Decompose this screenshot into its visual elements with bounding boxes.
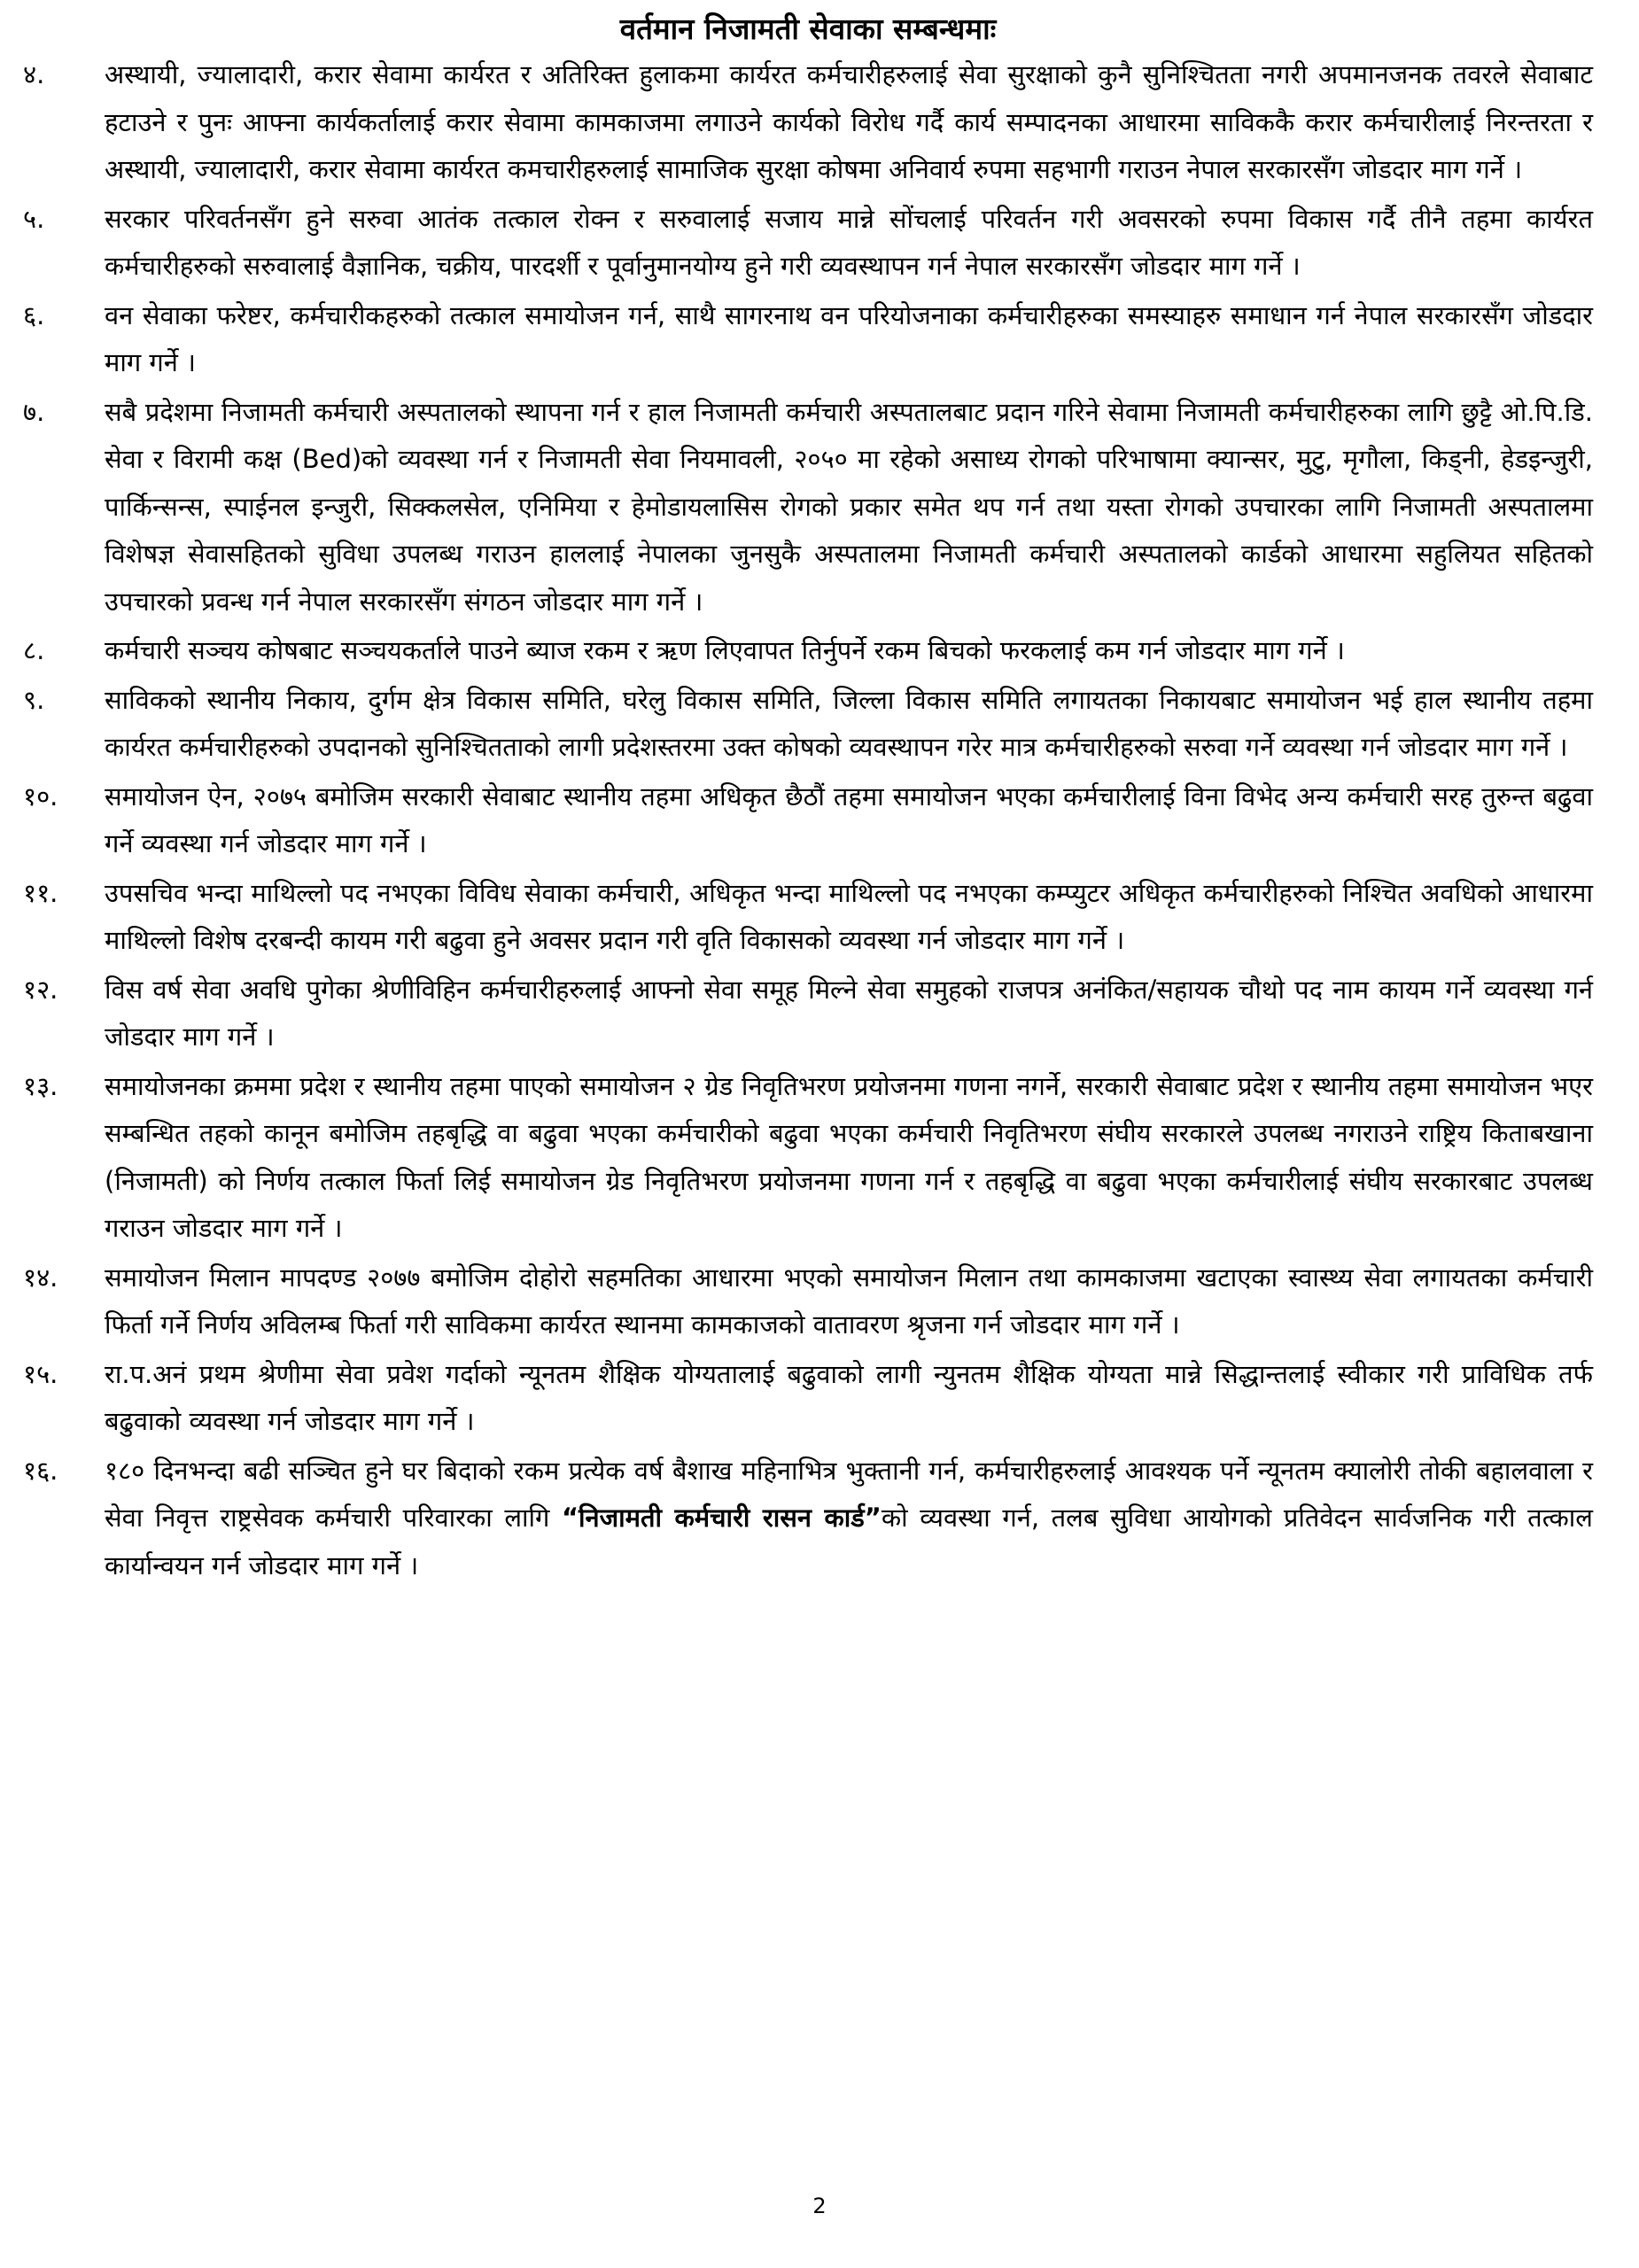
section-heading: वर्तमान निजामती सेवाका सम्बन्धमाः (619, 12, 997, 46)
item-number: १५. (23, 1358, 58, 1389)
list-item (23, 870, 1593, 965)
demand-list (23, 51, 1593, 1589)
item-number: १२. (23, 974, 58, 1005)
list-item (23, 1351, 1593, 1446)
item-number: १०. (23, 781, 58, 812)
item-text: विस वर्ष सेवा अवधि पुगेका श्रेणीविहिन कर्मचारीहरुलाई आफ्नो सेवा समूह मिल्ने सेवा समुहको राजपत्र अनंकित/सहायक चौथो पद नाम कायम गर्ने व्यवस्था गर्न जोडदार माग गर्ने । (105, 974, 1593, 1052)
item-number: १३. (23, 1070, 58, 1101)
item-number: ४. (23, 59, 45, 89)
item-text: वन सेवाका फरेष्टर, कर्मचारीकहरुको तत्काल समायोजन गर्न, साथै सागरनाथ वन परियोजनाका कर्मचारीहरुका समस्याहरु समाधान गर्न नेपाल सरकारसँग जोडदार माग गर्ने । (105, 299, 1593, 377)
list-item (23, 967, 1593, 1061)
item-text: साविकको स्थानीय निकाय, दुर्गम क्षेत्र विकास समिति, घरेलु विकास समिति, जिल्ला विकास समिति लगायतका निकायबाट समायोजन भई हाल स्थानीय तहमा कार्यरत कर्मचारीहरुको उपदानको सुनिश्चितताको लागी प्रदेशस्तरमा उक्त कोषको व्यवस्थापन गरेर मात्र कर्मचारीहरुको सरुवा गर्ने व्यवस्था गर्न जोडदार माग गर्ने । (105, 684, 1593, 762)
list-item (23, 51, 1593, 194)
item-text: अस्थायी, ज्यालादारी, करार सेवामा कार्यरत र अतिरिक्त हुलाकमा कार्यरत कर्मचारीहरुलाई सेवा सुरक्षाको कुनै सुनिश्चितता नगरी अपमानजनक तवरले सेवाबाट हटाउने र पुनः आफ्ना कार्यकर्तालाई करार सेवामा कामकाजमा लगाउने कार्यको विरोध गर्दै कार्य सम्पादनका आधारमा साविककै करार कर्मचारीलाई निरन्तरता र अस्थायी, ज्यालादारी, करार सेवामा कार्यरत कमचारीहरुलाई सामाजिक सुरक्षा कोषमा अनिवार्य रुपमा सहभागी गराउन नेपाल सरकारसँग जोडदार माग गर्ने । (105, 59, 1593, 184)
item-text (105, 1448, 1593, 1590)
item-number: ५. (23, 203, 45, 234)
item-number: १४. (23, 1262, 58, 1293)
list-item (23, 677, 1593, 772)
item-text-start: १८० दिनभन्दा बढी सञ्चित हुने घर बिदाको रकम प्रत्येक वर्ष बैशाख महिनाभित्र भुक्तानी गर्न, कर्मचारीहरुलाई आवश्यक पर्ने न्यूनतम क्यालोरी तोकी बहालवाला र सेवा निवृत्त राष्ट्रसेवक कर्मचारी परिवारका लागि (105, 1455, 1593, 1533)
item-number: १६. (23, 1455, 58, 1486)
item-number: ६. (23, 299, 45, 330)
list-item (23, 1063, 1593, 1253)
list-item (23, 627, 1593, 675)
item-text: सबै प्रदेशमा निजामती कर्मचारी अस्पतालको स्थापना गर्न र हाल निजामती कर्मचारी अस्पतालबाट प्रदान गरिने सेवामा निजामती कर्मचारीहरुका लागि छुट्टै ओ.पि.डि. सेवा र विरामी कक्ष (Bed)को व्यवस्था गर्न र निजामती सेवा नियमावली, २०५० मा रहेको असाध्य रोगको परिभाषामा क्यान्सर, मुटु, मृगौला, किड्नी, हेडइन्जुरी, पार्किन्सन्स, स्पाईनल इन्जुरी, सिक्कलसेल, एनिमिया र हेमोडायलासिस रोगको प्रकार समेत थप गर्न तथा यस्ता रोगको उपचारका लागि निजामती अस्पतालमा विशेषज्ञ सेवासहितको सुविधा उपलब्ध गराउन हाललाई नेपालका जुनसुकै अस्पतालमा निजामती कर्मचारी अस्पतालको कार्डको आधारमा सहुलियत सहितको उपचारको प्रवन्ध गर्न नेपाल सरकारसँग संगठन जोडदार माग गर्ने । (105, 396, 1593, 617)
item-text-end: को व्यवस्था गर्न, तलब सुविधा आयोगको प्रतिवेदन सार्वजनिक गरी तत्काल कार्यान्वयन गर्न जोडदार माग गर्ने । (105, 1503, 1593, 1581)
list-item (23, 1254, 1593, 1349)
item-number: ८. (23, 635, 45, 665)
list-item (23, 1448, 1593, 1590)
item-text: सरकार परिवर्तनसँग हुने सरुवा आतंक तत्काल रोक्न र सरुवालाई सजाय मान्ने सोंचलाई परिवर्तन गरी अवसरको रुपमा विकास गर्दै तीनै तहमा कार्यरत कर्मचारीहरुको सरुवालाई वैज्ञानिक, चक्रीय, पारदर्शी र पूर्वानुमानयोग्य हुने गरी व्यवस्थापन गर्न नेपाल सरकारसँग जोडदार माग गर्ने । (105, 203, 1593, 281)
ration-card-bold-text: “निजामती कर्मचारी रासन कार्ड” (561, 1503, 882, 1533)
list-item (23, 292, 1593, 387)
list-item (23, 389, 1593, 626)
item-number: ९. (23, 684, 45, 715)
item-number: ११. (23, 877, 58, 908)
item-number: ७. (23, 396, 45, 427)
item-text: उपसचिव भन्दा माथिल्लो पद नभएका विविध सेवाका कर्मचारी, अधिकृत भन्दा माथिल्लो पद नभएका कम्प्युटर अधिकृत कर्मचारीहरुको निश्चित अवधिको आधारमा माथिल्लो विशेष दरबन्दी कायम गरी बढुवा हुने अवसर प्रदान गरी वृति विकासको व्यवस्था गर्न जोडदार माग गर्ने । (105, 877, 1593, 955)
list-item (23, 773, 1593, 868)
page-number: 2 (812, 2194, 827, 2218)
item-text: समायोजनका क्रममा प्रदेश र स्थानीय तहमा पाएको समायोजन २ ग्रेड निवृतिभरण प्रयोजनमा गणना नगर्ने, सरकारी सेवाबाट प्रदेश र स्थानीय तहमा समायोजन भएर सम्बन्धित तहको कानून बमोजिम तहबृद्धि वा बढुवा भएका कर्मचारीको बढुवा भएका कर्मचारी निवृतिभरण संघीय सरकारले उपलब्ध नगराउने राष्ट्रिय किताबखाना (निजामती) को निर्णय तत्काल फिर्ता लिई समायोजन ग्रेड निवृतिभरण प्रयोजनमा गणना गर्न र तहबृद्धि वा बढुवा भएका कर्मचारीलाई संघीय सरकारबाट उपलब्ध गराउन जोडदार माग गर्ने । (105, 1070, 1593, 1243)
item-text: रा.प.अनं प्रथम श्रेणीमा सेवा प्रवेश गर्दाको न्यूनतम शैक्षिक योग्यतालाई बढुवाको लागी न्युनतम शैक्षिक योग्यता मान्ने सिद्धान्तलाई स्वीकार गरी प्राविधिक तर्फ बढुवाको व्यवस्था गर्न जोडदार माग गर्ने । (105, 1358, 1593, 1436)
item-text: कर्मचारी सञ्चय कोषबाट सञ्चयकर्ताले पाउने ब्याज रकम र ऋण लिएवापत तिर्नुपर्ने रकम बिचको फरकलाई कम गर्न जोडदार माग गर्ने । (105, 635, 1345, 665)
list-item (23, 196, 1593, 291)
item-text: समायोजन ऐन, २०७५ बमोजिम सरकारी सेवाबाट स्थानीय तहमा अधिकृत छैठौं तहमा समायोजन भएका कर्मचारीलाई विना विभेद अन्य कर्मचारी सरह तुरुन्त बढुवा गर्ने व्यवस्था गर्न जोडदार माग गर्ने । (105, 781, 1593, 858)
item-text: समायोजन मिलान मापदण्ड २०७७ बमोजिम दोहोरो सहमतिका आधारमा भएको समायोजन मिलान तथा कामकाजमा खटाएका स्वास्थ्य सेवा लगायतका कर्मचारी फिर्ता गर्ने निर्णय अविलम्ब फिर्ता गरी साविकमा कार्यरत स्थानमा कामकाजको वातावरण श्रृजना गर्न जोडदार माग गर्ने । (105, 1262, 1593, 1340)
